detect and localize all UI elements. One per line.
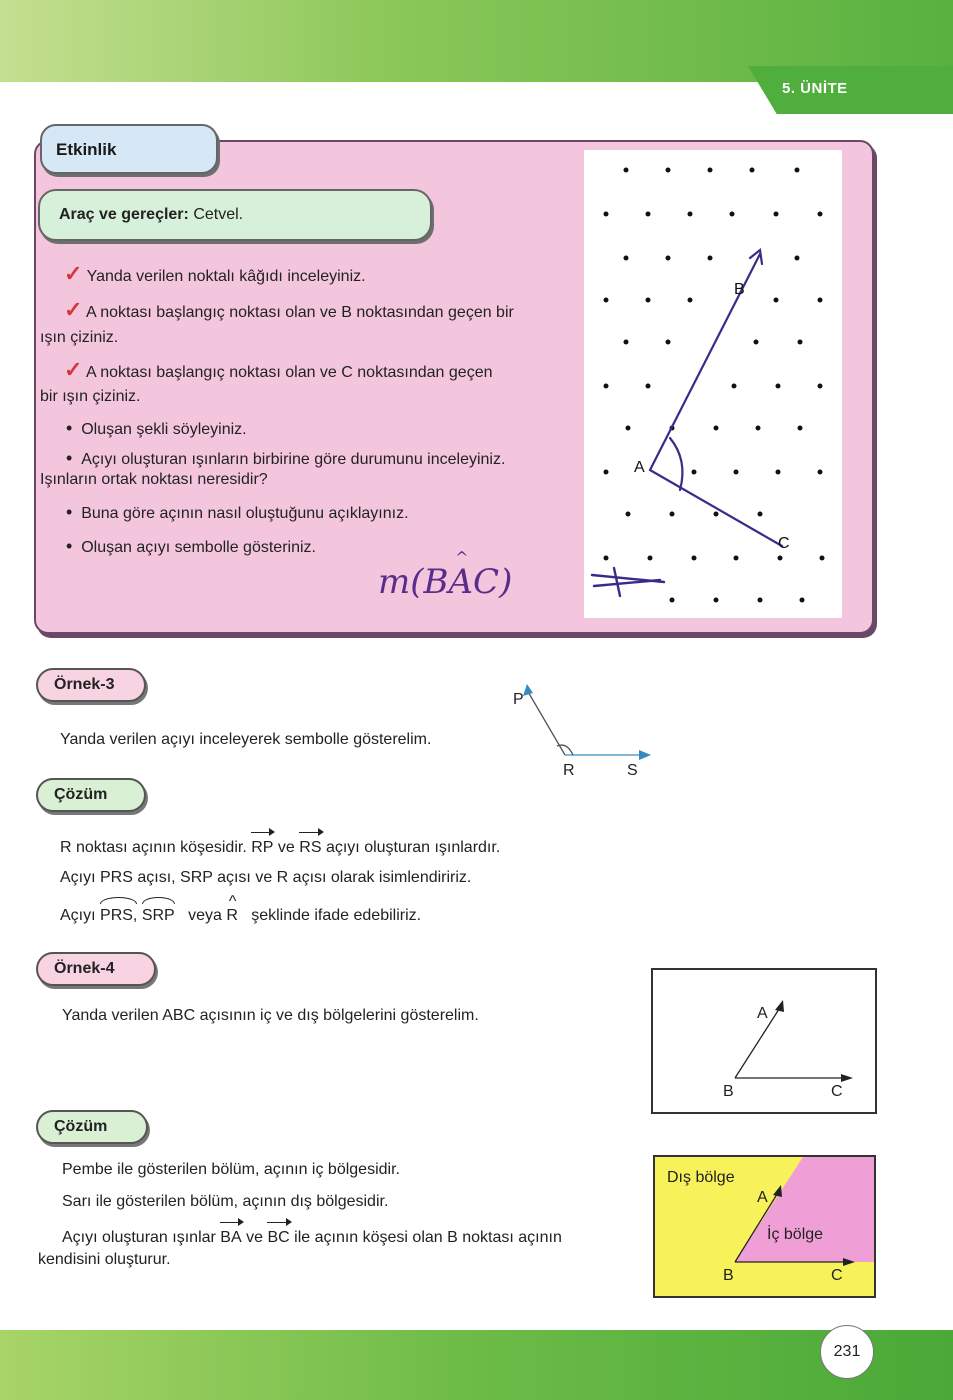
ray-rs-symbol: RS [299, 836, 321, 860]
solution-4-line-4: kendisini oluşturur. [38, 1251, 171, 1268]
arrow-c-icon [841, 1074, 853, 1082]
arrow-a-icon [775, 1000, 784, 1012]
point-a-label: A [757, 1189, 768, 1206]
point-a-label: A [757, 1005, 768, 1022]
angle-r-symbol: ^ R [226, 904, 238, 928]
solution-4-pill: Çözüm [36, 1110, 148, 1144]
outer-region-label: Dış bölge [667, 1169, 735, 1186]
grid-dots [604, 168, 825, 603]
ray-ba-symbol: BA [220, 1226, 241, 1250]
arrow-a-icon [773, 1185, 782, 1197]
tools-text: Araç ve gereçler: Cetvel. [59, 206, 244, 223]
point-b-label: B [723, 1267, 734, 1284]
bullet-item-2: • Açıyı oluşturan ışınların birbirine göre durumunu inceleyiniz. [66, 448, 506, 468]
bullet-icon: • [66, 448, 73, 468]
handwritten-answer: m(^ BAC) [378, 562, 512, 602]
check-icon: ✓ [64, 297, 83, 322]
bullet-item-4: • Oluşan açıyı sembolle gösteriniz. [66, 536, 316, 556]
solution-4-line-3: Açıyı oluşturan ışınlar BA ve BC ile açının köşesi olan B noktası açının [62, 1226, 562, 1250]
point-c-label: C [831, 1083, 843, 1100]
point-a-label: A [634, 459, 645, 476]
point-r-label: R [563, 762, 575, 779]
point-b-label: B [723, 1083, 734, 1100]
point-p-label: P [513, 691, 524, 708]
example-3-pill: Örnek-3 [36, 668, 146, 702]
solution-3-pill: Çözüm [36, 778, 146, 812]
solution-4-line-1: Pembe ile gösterilen bölüm, açının iç bölgesidir. [62, 1161, 400, 1178]
bullet-item-1: • Oluşan şekli söyleyiniz. [66, 418, 247, 438]
example-4-pill: Örnek-4 [36, 952, 156, 986]
check-icon: ✓ [64, 261, 83, 286]
point-c-label: C [778, 535, 790, 552]
check-icon: ✓ [64, 357, 83, 382]
bullet-icon: • [66, 502, 73, 522]
activity-title-pill [40, 124, 218, 174]
check-item-2-cont: ışın çiziniz. [40, 329, 119, 346]
check-item-3: ✓ A noktası başlangıç noktası olan ve C noktasından geçen [64, 357, 493, 382]
arrow-p-icon [523, 684, 533, 696]
bullet-item-3: • Buna göre açının nasıl oluştuğunu açıklayınız. [66, 502, 409, 522]
unit-tab [748, 66, 953, 114]
example-4-prompt: Yanda verilen ABC açısının iç ve dış bölgelerini gösterelim. [62, 1007, 479, 1024]
ray-ac [650, 470, 782, 546]
solution-3-line-2: Açıyı PRS açısı, SRP açısı ve R açısı olarak isimlendiririz. [60, 869, 472, 886]
unit-label: 5. ÜNİTE [782, 80, 848, 97]
page-number: 231 [820, 1325, 874, 1379]
point-b-label: B [734, 281, 745, 298]
activity-title: Etkinlik [56, 140, 117, 159]
ray-rp-symbol: RP [251, 836, 273, 860]
example-3-prompt: Yanda verilen açıyı inceleyerek sembolle gösterelim. [60, 731, 432, 748]
solution-4-line-2: Sarı ile gösterilen bölüm, açının dış bölgesidir. [62, 1193, 389, 1210]
drawn-rays [592, 250, 782, 596]
bottom-band [0, 1330, 953, 1400]
bullet-icon: • [66, 418, 73, 438]
example-3-angle-figure [505, 680, 665, 780]
dot-grid-paper [584, 150, 842, 618]
angle-srp-symbol: SRP [142, 904, 175, 928]
bullet-item-2-cont: Işınların ortak noktası neresidir? [40, 471, 268, 488]
solution-3-line-1: R noktası açının köşesidir. RP ve RS açıyı oluşturan ışınlardır. [60, 836, 500, 860]
example-4-angle-figure [651, 968, 877, 1114]
point-c-label: C [831, 1267, 843, 1284]
bullet-icon: • [66, 536, 73, 556]
interior-region [735, 1157, 876, 1262]
ray-bc-symbol: BC [267, 1226, 289, 1250]
check-item-1: ✓ Yanda verilen noktalı kâğıdı inceleyiniz. [64, 261, 366, 286]
check-item-2: ✓ A noktası başlangıç noktası olan ve B noktasından geçen bir [64, 297, 514, 322]
point-s-label: S [627, 762, 638, 779]
angle-prs-symbol: PRS, [100, 904, 137, 928]
solution-3-line-3: Açıyı PRS, SRP veya ^ R şeklinde ifade edebiliriz. [60, 904, 421, 928]
scribble [592, 568, 664, 596]
inner-region-label: İç bölge [767, 1226, 824, 1243]
region-figure-svg [655, 1157, 876, 1298]
region-figure [653, 1155, 876, 1298]
arrow-s-icon [639, 750, 651, 760]
tools-pill [38, 189, 432, 241]
check-item-3-cont: bir ışın çiziniz. [40, 388, 141, 405]
